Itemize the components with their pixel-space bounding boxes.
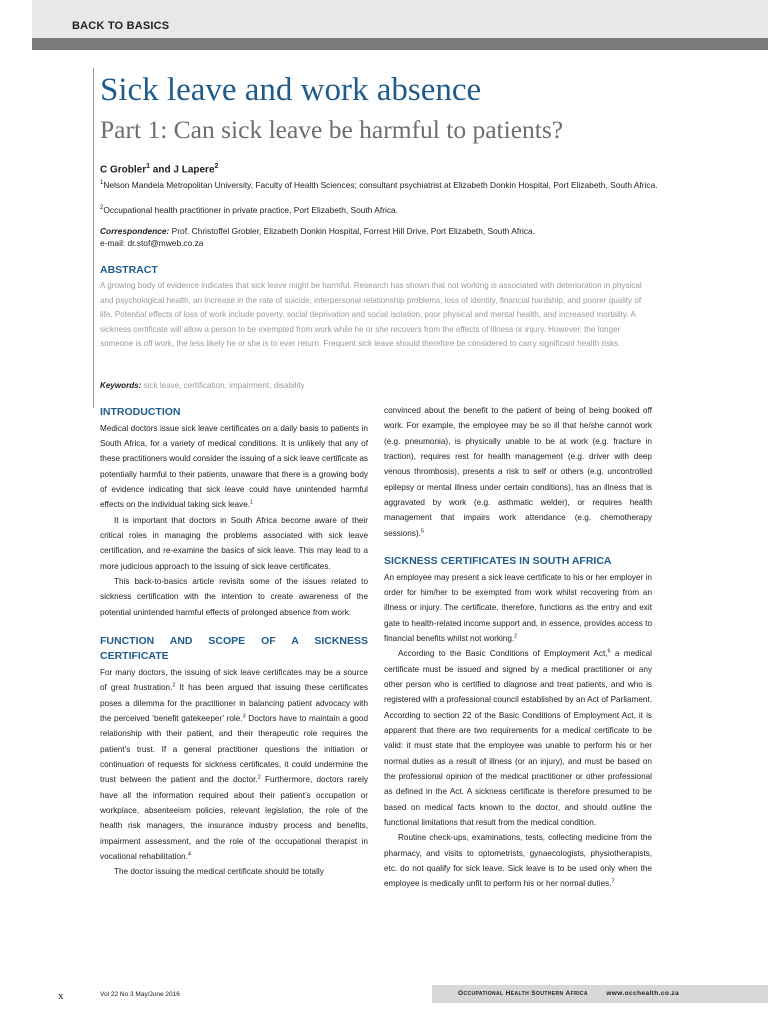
intro-paragraph-3: This back-to-basics article revisits some of the issues related to sickness certification with the intention to create awareness of the potential unintended harmful effects of prolonged absence from work. xyxy=(100,576,368,617)
intro-paragraph-2: It is important that doctors in South Africa become aware of their critical roles in managing the problems associated with sick leave certification, and re-examine the basics of sick leave. This may lead to a more judicious approach to the issuing of sick leave certificates. xyxy=(100,515,368,571)
correspondence: Correspondence: Prof. Christoffel Grobler, Elizabeth Donkin Hospital, Forrest Hill Drive, Port Elizabeth, South Africa. xyxy=(100,226,536,236)
function-scope-heading: FUNCTION AND SCOPE OF A SICKNESS CERTIFICATE xyxy=(100,634,368,663)
section-label: BACK TO BASICS xyxy=(72,20,170,32)
sickness-paragraph-1: An employee may present a sick leave certificate to his or her employer in order for him/her to be exempted from work whilst recovering from an illness or injury. The certificate, therefore, functions as the entry and exit gate to health-related income support and, in essence, provides access to financial benefits whilst not working.$^2$ xyxy=(384,572,652,643)
sickness-paragraph-3: Routine check-ups, examinations, tests, collecting medicine from the pharmacy, and visits to optometrists, gynaecologists, physiotherapists, etc. do not qualify for sick leave. Sick leave is to be used only when the employee is medically unfit to perform his or her normal duties.$^7$ xyxy=(384,833,652,889)
introduction-heading: INTRODUCTION xyxy=(100,406,181,418)
author-2: J Lapere xyxy=(173,164,215,176)
sickness-paragraph-2: According to the Basic Conditions of Employment Act,$^6$ a medical certificate must be issued and signed by a medical practitioner or any other person who is certified to diagnose and treat patients, and who is registered with a professional council established by an Act of Parliament. According to section 22 of the Basic Conditions of Employment Act, it is apparent that there are two requirements for a medical certificate to be valid: it must state that the employee was unable to perform his or her normal duties as a result of illness (or an injury), and must be based on the professional opinion of the medical practitioner or other professional as defined in the Act. A sickness certificate is therefore presumed to be based on medical facts known to the doctor, and should outline the functional limitations that result from the medical condition. xyxy=(384,648,652,828)
sickness-certificates-heading: SICKNESS CERTIFICATES IN SOUTH AFRICA xyxy=(384,555,612,568)
keywords: Keywords: sick leave, certification, impairment, disability xyxy=(100,381,305,390)
right-column xyxy=(384,403,652,892)
affiliation-1: $^1$Nelson Mandela Metropolitan University, Faculty of Health Sciences; consultant psychiatrist at Elizabeth Donkin Hospital, Port Elizabeth, South Africa. xyxy=(100,179,658,190)
journal-name: Occupational Health Southern Africa xyxy=(458,990,588,997)
continued-paragraph: convinced about the benefit to the patient of being of being booked off work. For example, the employee may be so ill that he/she cannot work (e.g. pneumonia), is physically unable to be at work (e.g. fracture in traction), requires rest for health management (e.g. driver with deep venous thrombosis), presents a risk to self or others (e.g. uncontrolled epilepsy or mental illness under certain conditions), has an illness that is aggravated by work (e.g. asthmatic welder), or requires health management that impairs work attendance (e.g. chemotherapy sessions).$^5$ xyxy=(384,406,652,538)
intro-paragraph-1: Medical doctors issue sick leave certificates on a daily basis to patients in South Africa, for a variety of medical conditions. It is unlikely that any of these practitioners would consider the issuing of a sick leave certificate as potentially harmful to their patients, unaware that there is a growing body of evidence indicating that sick leave could have unintended harmful effects on the individual taking sick leave.$^1$ xyxy=(100,423,368,510)
abstract-heading: ABSTRACT xyxy=(100,264,158,276)
volume-info: Vol 22 No 3 May/June 2016 xyxy=(100,991,180,998)
author-1: C Grobler xyxy=(100,164,147,176)
authors-line: C Grobler$^1$ and J Lapere$^2$ xyxy=(100,163,219,176)
function-paragraph-1: For many doctors, the issuing of sick leave certificates may be a source of great frustration.$^2$ It has been argued that issuing these certificates poses a dilemma for the practitioner in balancing patient advocacy with the perceived ‘benefit gatekeeper’ role.$^3$ Doctors have to maintain a good relationship with their patient, and their therapeutic role requires the patient’s trust. If a general practitioner questions the initiation or continuation of requests for sickness certificates, it could undermine the trust between the patient and the doctor.$^2$ Furthermore, doctors rarely have all the information required about their patient’s occupation or workplace, absenteeism policies, relevant legislation, the role of the health risk managers, the insurance industry process and benefits, impairment assessment, and the role of the occupational therapist in vocational rehabilitation.$^4$ xyxy=(100,667,368,862)
correspondence-email: e-mail: dr.stof@mweb.co.za xyxy=(100,238,204,248)
header-rule xyxy=(32,38,768,50)
function-paragraph-2: The doctor issuing the medical certificate should be totally xyxy=(114,867,324,877)
journal-footer xyxy=(458,990,679,997)
header-band xyxy=(32,0,768,38)
title-vertical-rule xyxy=(93,68,94,408)
page-marker: x xyxy=(58,990,64,1002)
abstract-text: A growing body of evidence indicates that sick leave might be harmful. Research has shown that not working is associated with deterioration in physical and psychological health, an increase in the rate of suicide, interpersonal relationship problems, loss of identity, financial hardship, and poorer quality of life. Potential effects of loss of work include poverty, social deprivation and social isolation, poor physical and mental health, and increased mortality. A sickness certificate will allow a person to be exempted from work while he or she recovers from the effects of illness or injury. However, the longer someone is off work, the less likely he or she is to ever return. Frequent sick leave should therefore be considered to carry significant health risks. xyxy=(100,281,642,349)
journal-url: www.occhealth.co.za xyxy=(606,990,680,997)
affiliation-2: $^2$Occupational health practitioner in private practice, Port Elizabeth, South Africa. xyxy=(100,204,399,215)
left-column xyxy=(100,405,368,880)
article-subtitle: Part 1: Can sick leave be harmful to patients? xyxy=(100,115,564,144)
article-title: Sick leave and work absence xyxy=(100,72,482,108)
